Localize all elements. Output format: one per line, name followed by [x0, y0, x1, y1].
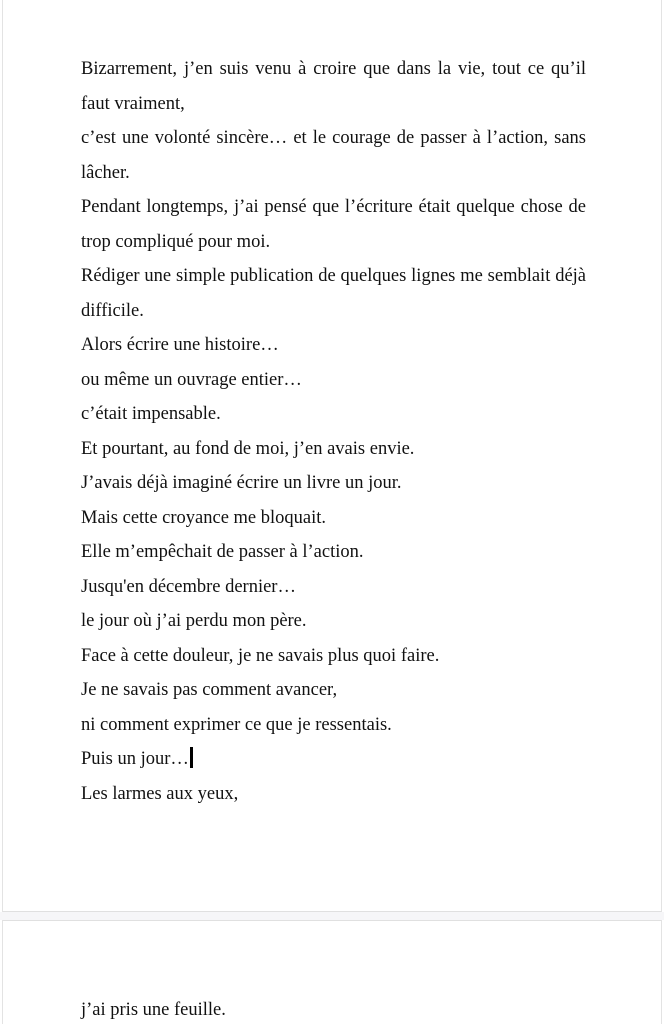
document-page-1[interactable]	[2, 0, 662, 912]
paragraph-9[interactable]: J’avais déjà imaginé écrire un livre un jour.	[81, 473, 402, 493]
paragraph-18[interactable]: Les larmes aux yeux,	[81, 783, 239, 804]
paragraph-2[interactable]: c’est une volonté sincère… et le courage de passer à l’action, sans lâcher.	[81, 128, 586, 183]
paragraph-17-text: Puis un jour…	[81, 749, 189, 769]
paragraph-13[interactable]: le jour où j’ai perdu mon père.	[81, 611, 307, 631]
paragraph-6[interactable]: ou même un ouvrage entier…	[81, 369, 302, 390]
text-cursor	[190, 747, 193, 768]
paragraph-8[interactable]: Et pourtant, au fond de moi, j’en avais envie.	[81, 438, 415, 459]
paragraph-10[interactable]: Mais cette croyance me bloquait.	[81, 507, 327, 528]
paragraph-11[interactable]: Elle m’empêchait de passer à l’action.	[81, 542, 364, 562]
paragraph-16[interactable]: ni comment exprimer ce que je ressentais.	[81, 714, 392, 735]
page-2-paragraph-1[interactable]: j’ai pris une feuille.	[81, 1000, 226, 1020]
document-page-2[interactable]	[2, 920, 662, 1024]
paragraph-3[interactable]: Pendant longtemps, j’ai pensé que l’écriture était quelque chose de trop compliqué pour moi.	[81, 197, 586, 252]
paragraph-12[interactable]: Jusqu'en décembre dernier…	[81, 576, 296, 597]
paragraph-15[interactable]: Je ne savais pas comment avancer,	[81, 680, 338, 700]
paragraph-7[interactable]: c’était impensable.	[81, 404, 221, 424]
paragraph-4[interactable]: Rédiger une simple publication de quelques lignes me semblait déjà difficile.	[81, 266, 586, 321]
page-break-gap	[0, 912, 664, 920]
paragraph-17[interactable]	[81, 742, 586, 777]
paragraph-1[interactable]: Bizarrement, j’en suis venu à croire que dans la vie, tout ce qu’il faut vraiment,	[81, 59, 586, 114]
paragraph-14[interactable]: Face à cette douleur, je ne savais plus quoi faire.	[81, 645, 440, 666]
paragraph-5[interactable]: Alors écrire une histoire…	[81, 335, 279, 355]
page-1-text-body[interactable]	[81, 52, 586, 811]
page-2-text-body[interactable]	[81, 993, 226, 1024]
